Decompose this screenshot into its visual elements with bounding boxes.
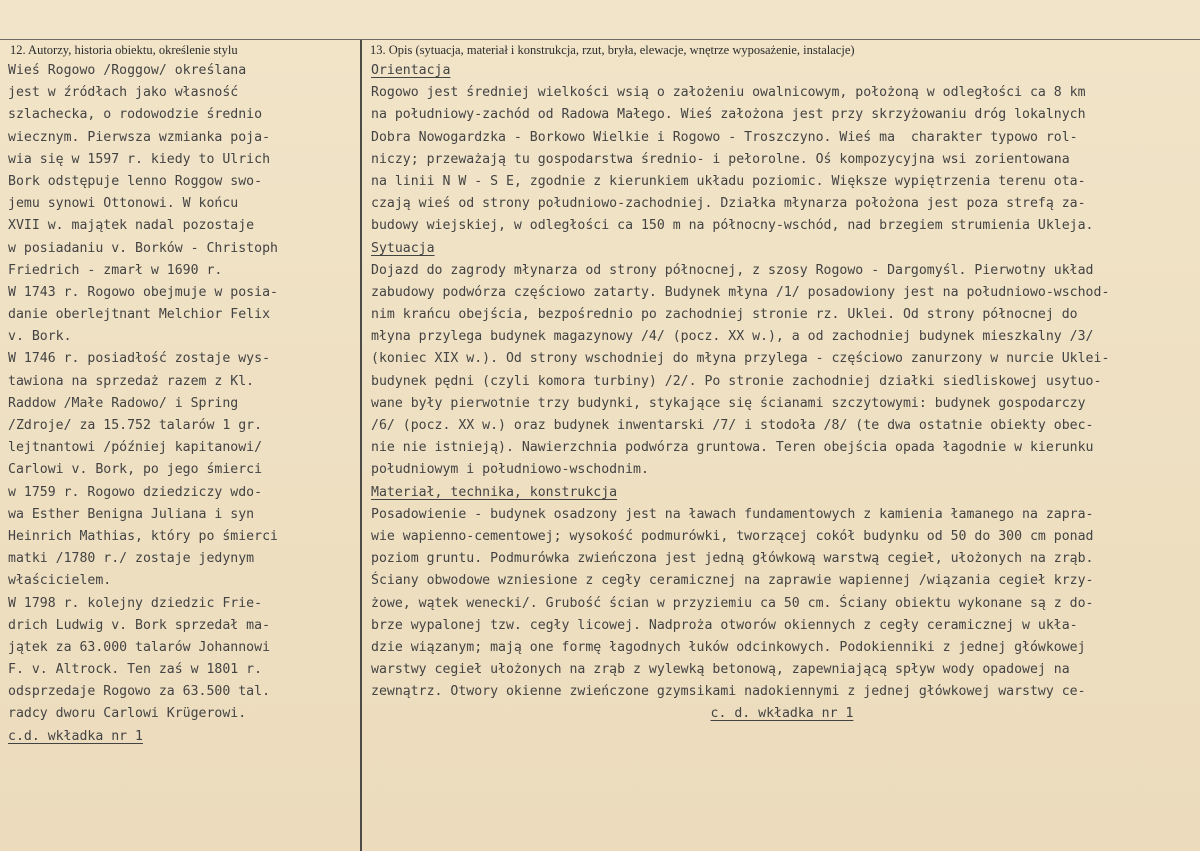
description-line: budowy wiejskiej, w odległości ca 150 m na północny-wschód, nad brzegiem strumienia Ukleja.	[371, 218, 1094, 234]
description-line: na linii N W - S E, zgodnie z kierunkiem układu poziomic. Większe wypiętrzenia terenu ota-	[371, 173, 1086, 189]
description-line: zewnątrz. Otwory okienne zwieńczone gzymsikami nadokiennymi z jednej główkowej warstwy ce-	[371, 684, 1086, 700]
history-line: szlachecka, o rodowodzie średnio	[8, 107, 263, 123]
description-line: nie nie istnieją). Nawierzchnia podwórza gruntowa. Teren obejścia opada łagodnie w kierunku	[371, 440, 1094, 456]
history-line: Heinrich Mathias, który po śmierci	[8, 528, 278, 544]
description-line: zabudowy podwórza częściowo zatarty. Budynek młyna /1/ posadowiony jest na południowo-wschod-	[371, 284, 1110, 300]
heading-sytuacja: Sytuacja	[371, 240, 435, 256]
history-line: właścicielem.	[8, 573, 112, 589]
history-line: w posiadaniu v. Borków - Christoph	[8, 240, 278, 256]
description-line: Dojazd do zagrody młynarza od strony północnej, z szosy Rogowo - Dargomyśl. Pierwotny układ	[371, 262, 1094, 278]
description-line: /6/ (pocz. XX w.) oraz budynek inwentarski /7/ i stodoła /8/ (te dwa ostatnie obiekty obec-	[371, 418, 1094, 433]
description-line: Ściany obwodowe wzniesione z cegły ceramicznej na zaprawie wapiennej /wiązania cegieł krzy-	[371, 573, 1094, 589]
description-line: czają wieś od strony południowo-zachodniej. Działka młynarza położona jest poza strefą za-	[371, 196, 1086, 212]
history-line: jemu synowi Ottonowi. W końcu	[8, 196, 239, 212]
history-line: jest w źródłach jako własność	[8, 85, 239, 101]
description-line: nim krańcu obejścia, bezpośrednio po zachodniej stronie rz. Uklei. Od strony północnej do	[371, 307, 1078, 323]
history-line: matki /1780 r./ zostaje jedynym	[8, 551, 255, 567]
history-line: danie oberlejtnant Melchior Felix	[8, 307, 271, 323]
history-line: lejtnantowi /później kapitanowi/	[8, 440, 263, 456]
description-line: budynek pędni (czyli komora turbiny) /2/. Po stronie zachodniej działki siedliskowej usytuo-	[371, 373, 1102, 389]
description-line: (koniec XIX w.). Od strony wschodniej do młyna przylega - częściowo zanurzony w nurcie Uklei-	[371, 351, 1110, 367]
description-line: wane były pierwotnie trzy budynki, stykające się ścianami szczytowymi: budynek gospodarczy	[371, 395, 1086, 411]
history-line: wia się w 1597 r. kiedy to Ulrich	[8, 151, 271, 167]
heading-orientacja: Orientacja	[371, 63, 451, 78]
section-13-header: 13. Opis (sytuacja, materiał i konstrukcja, rzut, bryła, elewacje, wnętrze wyposażenie, instalacje)	[370, 43, 855, 57]
description-line: Rogowo jest średniej wielkości wsią o założeniu owalnicowym, położoną w odległości ca 8 km	[371, 85, 1086, 101]
history-line: F. v. Altrock. Ten zaś w 1801 r.	[8, 662, 263, 678]
history-line: Bork odstępuje lenno Roggow swo-	[8, 173, 263, 189]
description-line: młyna przylega budynek magazynowy /4/ (pocz. XX w.), a od zachodniej budynek mieszkalny /3/	[371, 329, 1094, 345]
history-line: Raddow /Małe Radowo/ i Spring	[8, 395, 239, 411]
history-line: wa Esther Benigna Juliana i syn	[8, 506, 255, 522]
section-12-header: 12. Autorzy, historia obiektu, określenie stylu	[10, 43, 238, 57]
history-line: Carlowi v. Bork, po jego śmierci	[8, 462, 263, 478]
heading-material: Materiał, technika, konstrukcja	[371, 484, 618, 500]
description-line: Dobra Nowogardzka - Borkowo Wielkie i Rogowo - Troszczyno. Wieś ma charakter typowo rol-	[371, 129, 1078, 145]
history-line: w 1759 r. Rogowo dziedziczy wdo-	[8, 484, 263, 500]
description-line: dzie wiązanym; mają one formę łagodnych łuków odcinkowych. Podokienniki z jednej główkowej	[371, 639, 1086, 655]
description-line: południowym i południowo-wschodnim.	[371, 462, 649, 478]
description-line: warstwy cegieł ułożonych na zrąb z wylewką betonową, zapewniającą spływ wody opadowej na	[371, 662, 1070, 678]
history-line: W 1743 r. Rogowo obejmuje w posia-	[8, 284, 278, 300]
description-line: poziom gruntu. Podmurówka zwieńczona jest jedną główkową warstwą cegieł, ułożonych na zrąb.	[371, 551, 1094, 567]
description-line: wie wapienno-cementowej; wysokość podmurówki, tworzącej cokół budynku od 50 do 300 cm ponad	[371, 528, 1094, 544]
description-line: niczy; przeważają tu gospodarstwa średnio- i pełorolne. Oś kompozycyjna wsi zorientowana	[371, 151, 1070, 167]
history-line: Friedrich - zmarł w 1690 r.	[8, 262, 223, 278]
history-line: W 1798 r. kolejny dziedzic Frie-	[8, 595, 263, 611]
history-line: v. Bork.	[8, 329, 72, 345]
description-line: na południowy-zachód od Radowa Małego. Wieś założona jest przy skrzyżowaniu dróg lokalnych	[371, 107, 1086, 123]
description-column	[371, 60, 1193, 726]
description-line: Posadowienie - budynek osadzony jest na ławach fundamentowych z kamienia łamanego na zapra-	[371, 506, 1094, 522]
history-column	[8, 60, 356, 748]
continuation-note: c.d. wkładka nr 1	[8, 728, 143, 744]
history-line: wiecznym. Pierwsza wzmianka poja-	[8, 129, 271, 145]
history-line: radcy dworu Carlowi Krügerowi.	[8, 706, 247, 722]
history-line: W 1746 r. posiadłość zostaje wys-	[8, 351, 271, 367]
history-line: XVII w. majątek nadal pozostaje	[8, 218, 255, 234]
continuation-note: c. d. wkładka nr 1	[710, 706, 854, 722]
history-line: odsprzedaje Rogowo za 63.500 tal.	[8, 684, 271, 700]
history-line: Wieś Rogowo /Roggow/ określana	[8, 63, 247, 78]
column-divider	[360, 40, 362, 851]
header-rule	[0, 39, 1200, 40]
description-line: żowe, wątek wenecki/. Grubość ścian w przyziemiu ca 50 cm. Ściany obiektu wykonane są z do-	[371, 595, 1094, 611]
history-line: /Zdroje/ za 15.752 talarów 1 gr.	[8, 418, 263, 433]
history-line: tawiona na sprzedaż razem z Kl.	[8, 373, 255, 389]
history-line: drich Ludwig v. Bork sprzedał ma-	[8, 617, 271, 633]
description-line: brze wypalonej tzw. cegły licowej. Nadproża otworów okiennych z cegły ceramicznej w ukła-	[371, 617, 1078, 633]
history-line: jątek za 63.000 talarów Johannowi	[8, 639, 271, 655]
